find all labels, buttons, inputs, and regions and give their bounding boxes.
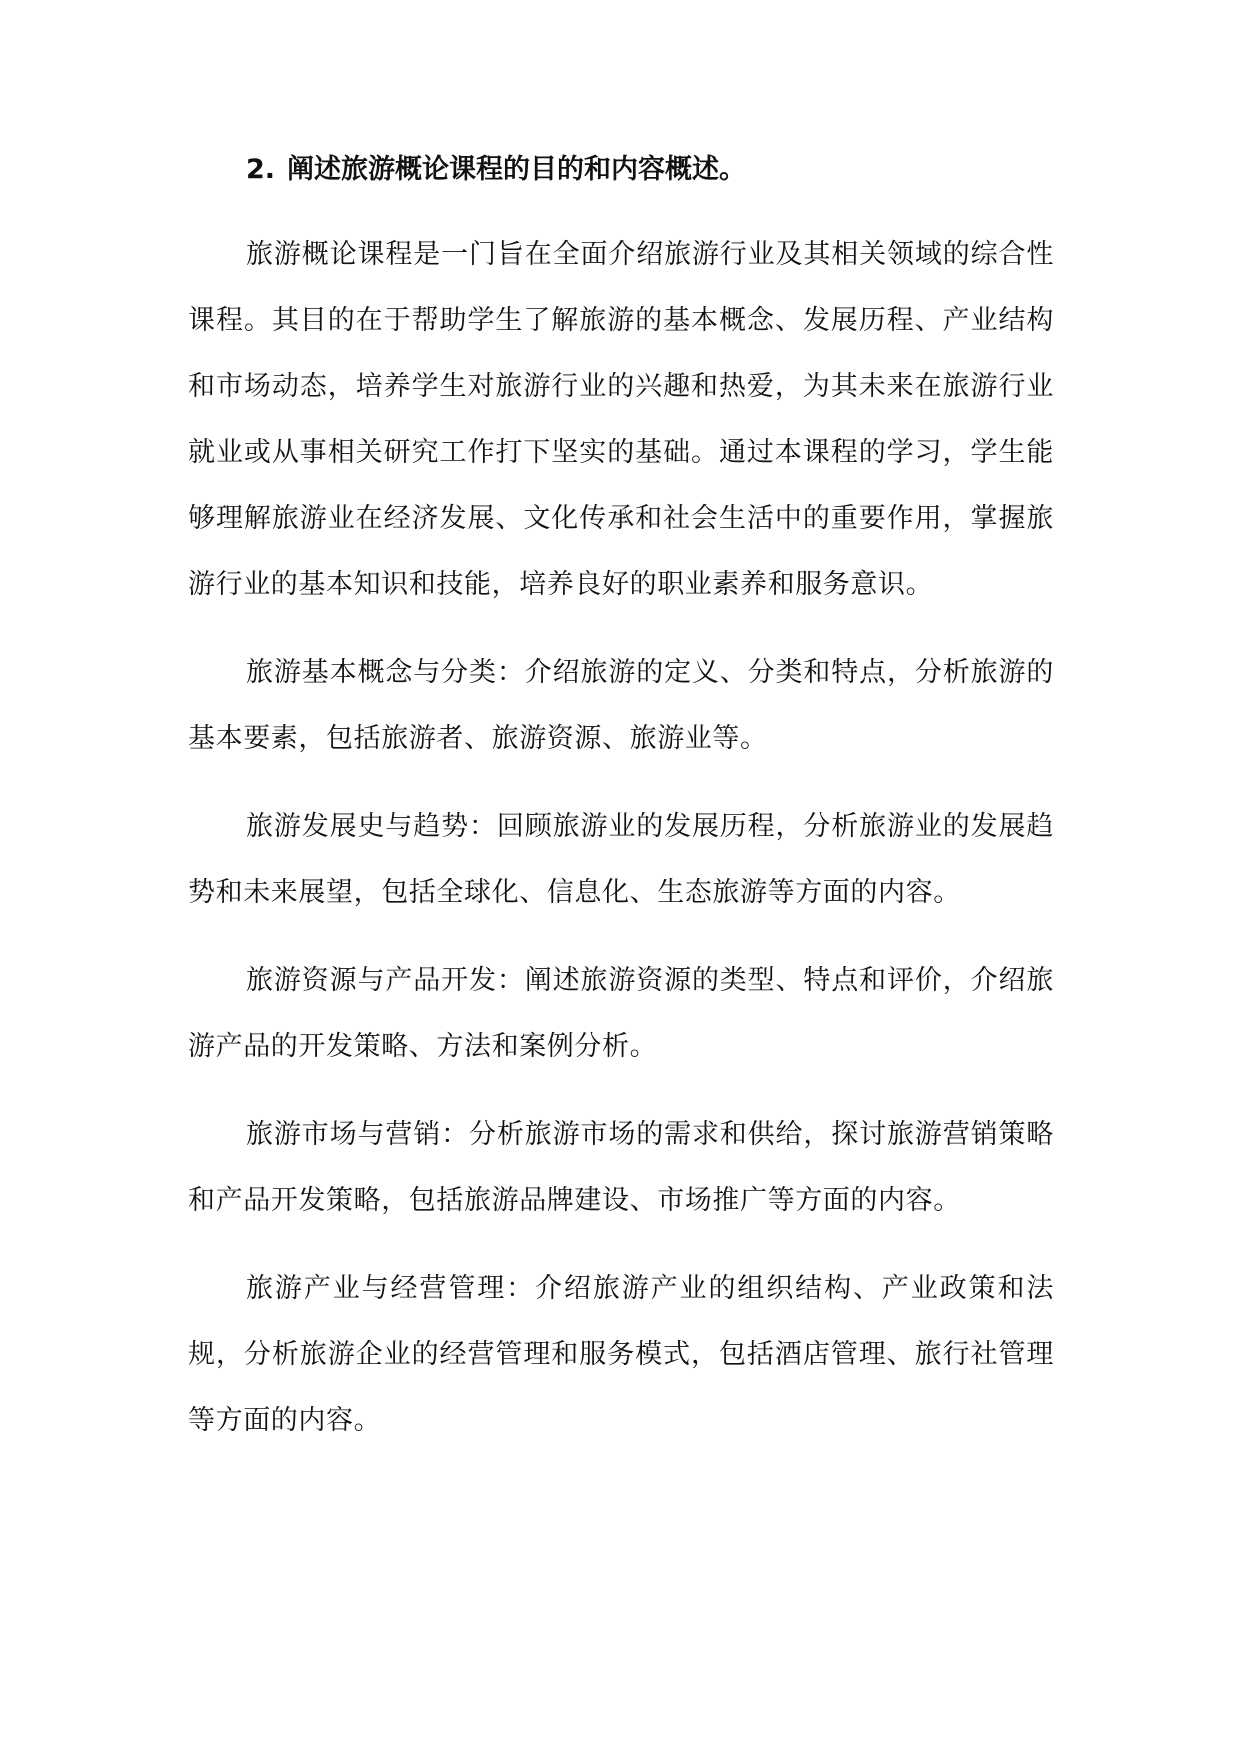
paragraph-intro: 旅游概论课程是一门旨在全面介绍旅游行业及其相关领域的综合性课程。其目的在于帮助学生了解旅游的基本概念、发展历程、产业结构和市场动态，培养学生对旅游行业的兴趣和热爱，为其未来在旅游行业就业或从事相关研究工作打下坚实的基础。通过本课程的学习，学生能够理解旅游业在经济发展、文化传承和社会生活中的重要作用，掌握旅游行业的基本知识和技能，培养良好的职业素养和服务意识。	[188, 239, 1054, 600]
paragraph-industry-management: 旅游产业与经营管理：介绍旅游产业的组织结构、产业政策和法规，分析旅游企业的经营管理和服务模式，包括酒店管理、旅行社管理等方面的内容。	[188, 1273, 1054, 1436]
paragraph-basic-concepts: 旅游基本概念与分类：介绍旅游的定义、分类和特点，分析旅游的基本要素，包括旅游者、旅游资源、旅游业等。	[188, 657, 1054, 754]
paragraph-market-marketing: 旅游市场与营销：分析旅游市场的需求和供给，探讨旅游营销策略和产品开发策略，包括旅游品牌建设、市场推广等方面的内容。	[188, 1119, 1054, 1216]
paragraph-history-trends: 旅游发展史与趋势：回顾旅游业的发展历程，分析旅游业的发展趋势和未来展望，包括全球化、信息化、生态旅游等方面的内容。	[188, 811, 1054, 908]
paragraph-resources-products: 旅游资源与产品开发：阐述旅游资源的类型、特点和评价，介绍旅游产品的开发策略、方法和案例分析。	[188, 965, 1054, 1062]
section-title: 阐述旅游概论课程的目的和内容概述。	[287, 154, 747, 185]
document-body	[188, 148, 1054, 1476]
section-heading	[188, 148, 1054, 192]
section-number: 2.	[246, 154, 276, 185]
